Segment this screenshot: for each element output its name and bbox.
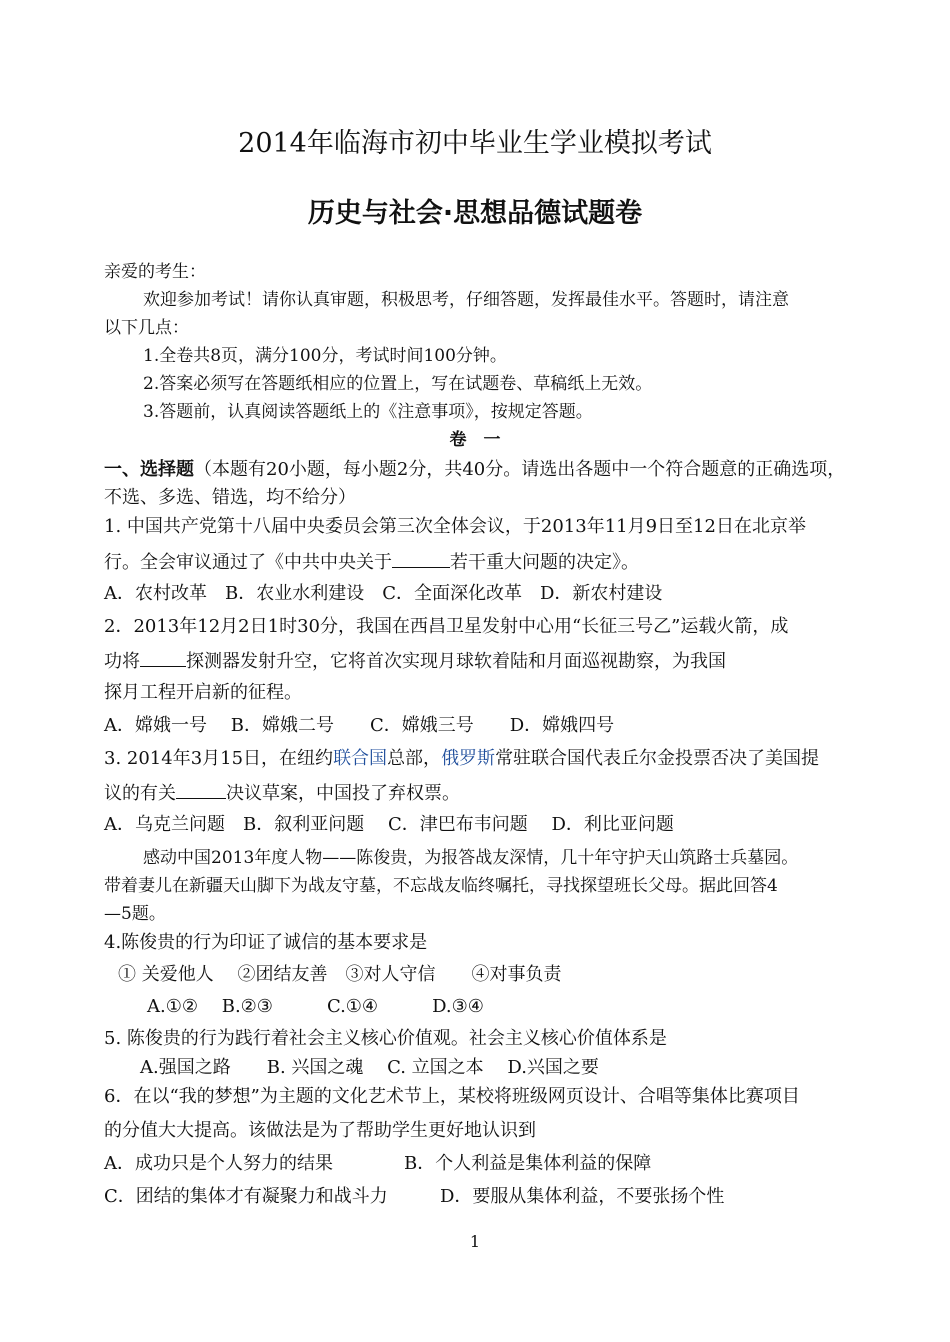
page-number: 1 [469,1232,481,1251]
q2-line-2a: 功将 [104,651,140,672]
material-line-1: 感动中国2013年度人物——陈俊贵，为报答战友深情，几十年守护天山筑路士兵墓园。 [143,848,799,868]
q3-line-1 [104,747,819,771]
intro-line-1: 欢迎参加考试！请你认真审题，积极思考，仔细答题，发挥最佳水平。答题时，请注意 [143,290,789,310]
q6-option-b: B．个人利益是集体利益的保障 [404,1153,652,1174]
q6-option-a: A．成功只是个人努力的结果 [104,1153,333,1174]
greeting: 亲爱的考生： [104,262,206,282]
q2-line-3: 探月工程开启新的征程。 [104,682,302,703]
note-2: 2.答案必须写在答题纸相应的位置上，写在试题卷、草稿纸上无效。 [143,374,653,394]
intro-line-2: 以下几点： [104,318,189,338]
q2-line-2 [104,648,726,674]
q3-line-1a: 3. 2014年3月15日，在纽约 [104,748,334,769]
q4-stem: 4.陈俊贵的行为印证了诚信的基本要求是 [104,932,428,953]
q1-options: A．农村改革 B．农业水利建设 C．全面深化改革 D．新农村建设 [104,583,663,604]
q6-line-1: 6．在以“我的梦想”为主题的文化艺术节上，某校将班级网页设计、合唱等集体比赛项目 [104,1086,800,1107]
q3-line-2a: 议的有关 [104,783,176,804]
q2-line-2b: 探测器发射升空，它将首次实现月球软着陆和月面巡视勘察，为我国 [186,651,726,672]
section-desc-1: （本题有20小题，每小题2分，共40分。请选出各题中一个符合题意的正确选项， [194,459,846,480]
q3-options: A．乌克兰问题 B．叙利亚问题 C．津巴布韦问题 D．利比亚问题 [104,814,674,835]
volume-heading: 卷 一 [449,430,501,450]
exam-title: 2014年临海市初中毕业生学业模拟考试 [238,128,712,159]
q1-line-2a: 行。全会审议通过了《中共中央关于 [104,552,392,573]
q1-line-2 [104,549,639,575]
section-header [104,458,845,482]
q3-line-1c: 常驻联合国代表丘尔金投票否决了美国提 [495,748,820,769]
q2-line-1: 2．2013年12月2日1时30分，我国在西昌卫星发射中心用“长征三号乙”运载火箭，成 [104,616,789,637]
q1-line-1: 1. 中国共产党第十八届中央委员会第三次全体会议，于2013年11月9日至12日在北京举 [104,516,806,537]
section-label: 一、选择题 [104,459,194,480]
note-3: 3.答题前，认真阅读答题纸上的《注意事项》，按规定答题。 [143,402,593,422]
q1-blank [392,549,450,568]
q5-stem: 5. 陈俊贵的行为践行着社会主义核心价值观。社会主义核心价值体系是 [104,1028,667,1049]
q3-line-1b: 总部， [387,748,442,769]
q4-options: A.①② B.②③ C.①④ D.③④ [147,996,484,1017]
link-united-nations[interactable]: 联合国 [333,748,388,769]
q3-line-2 [104,780,460,806]
material-line-2: 带着妻儿在新疆天山脚下为战友守墓，不忘战友临终嘱托，寻找探望班长父母。据此回答4 [104,876,778,896]
q4-items: ① 关爱他人 ②团结友善 ③对人守信 ④对事负责 [118,964,562,985]
q6-option-d: D．要服从集体利益，不要张扬个性 [440,1186,725,1207]
q3-blank [176,780,226,799]
q1-line-2b: 若干重大问题的决定》。 [450,552,639,573]
note-1: 1.全卷共8页，满分100分，考试时间100分钟。 [143,346,507,366]
exam-subtitle: 历史与社会·思想品德试题卷 [307,198,643,229]
q6-option-c: C．团结的集体才有凝聚力和战斗力 [104,1186,388,1207]
material-line-3: —5题。 [104,904,166,924]
section-desc-2: 不选、多选、错选，均不给分） [104,487,356,508]
link-russia[interactable]: 俄罗斯 [441,748,496,769]
q5-options: A.强国之路 B. 兴国之魂 C. 立国之本 D.兴国之要 [140,1057,599,1078]
q3-line-2b: 决议草案，中国投了弃权票。 [226,783,460,804]
q6-line-2: 的分值大大提高。该做法是为了帮助学生更好地认识到 [104,1120,536,1141]
q2-options: A．嫦娥一号 B．嫦娥二号 C．嫦娥三号 D．嫦娥四号 [104,715,615,736]
q2-blank [140,648,186,667]
